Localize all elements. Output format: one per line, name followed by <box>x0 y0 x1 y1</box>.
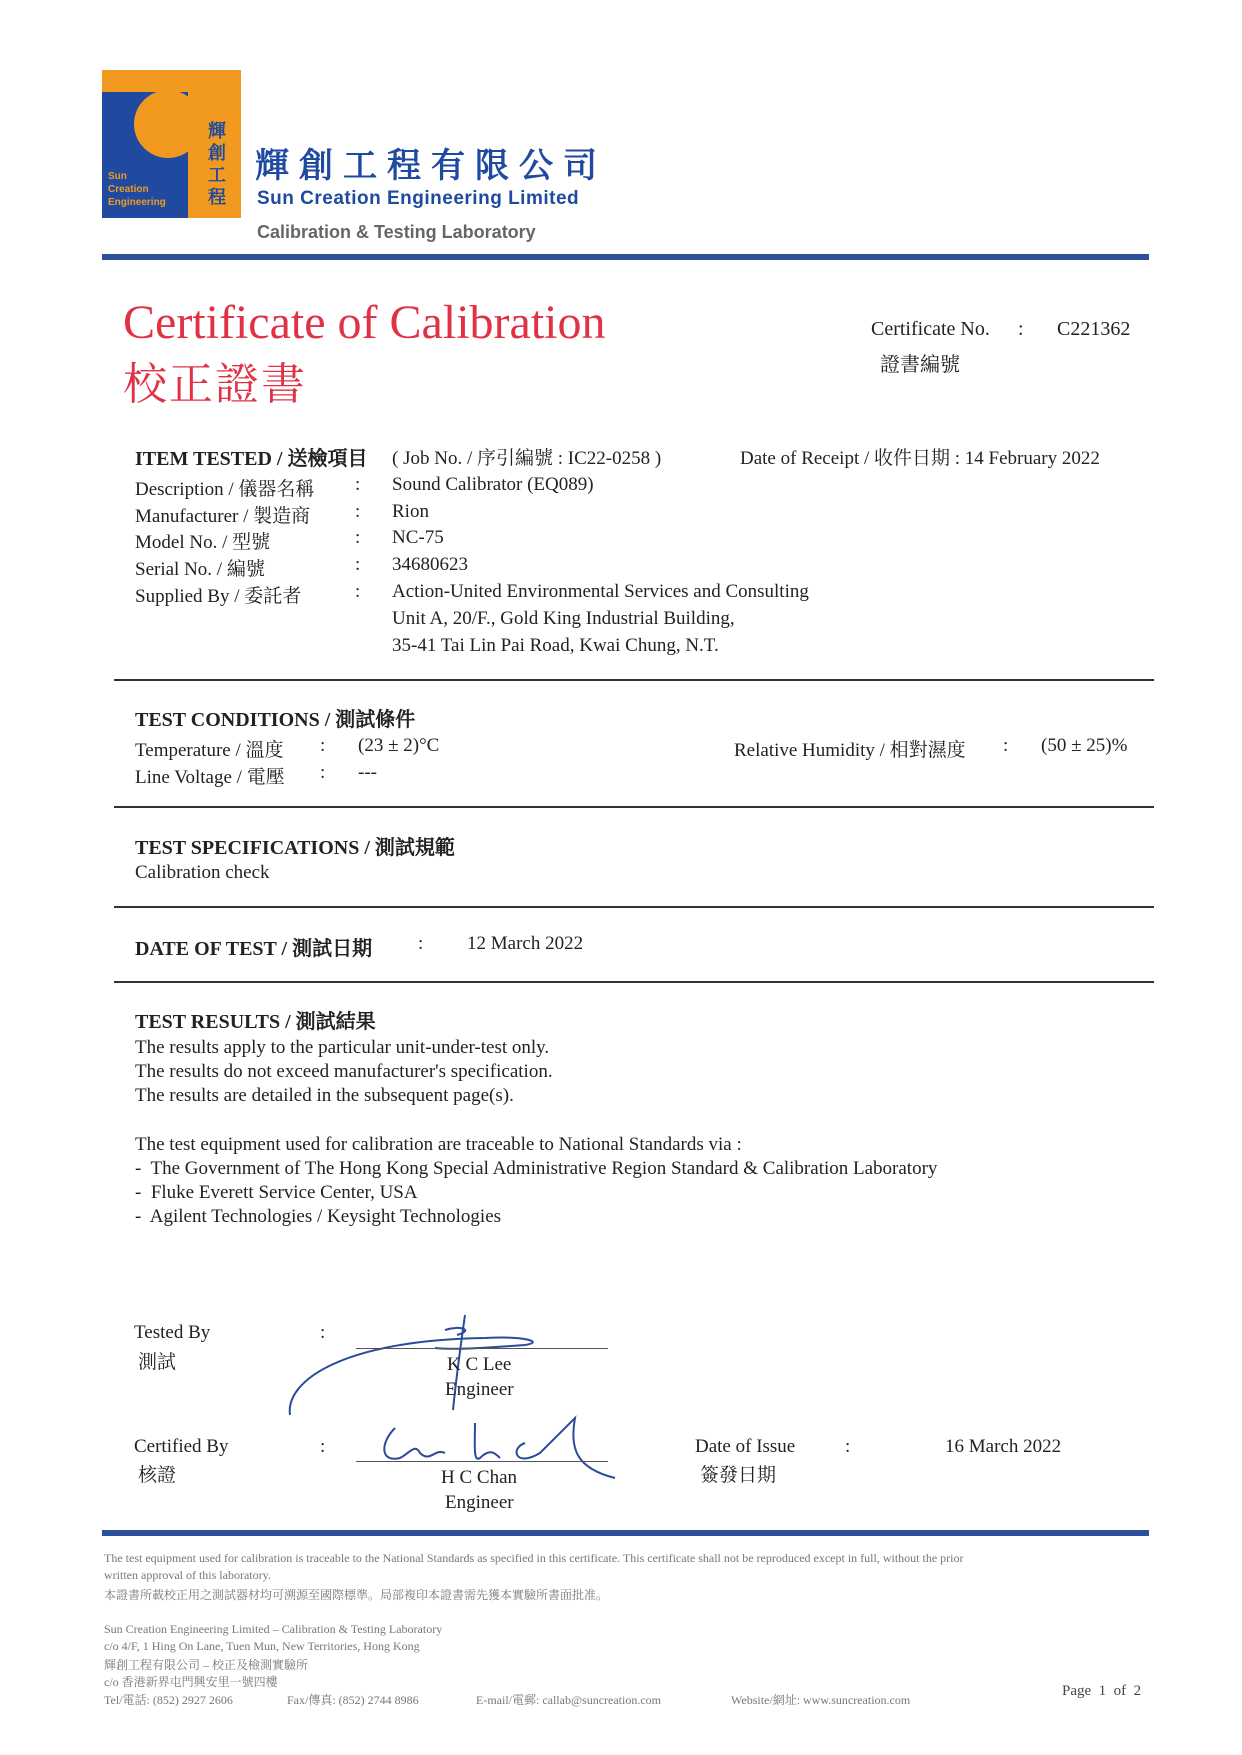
footer-rule <box>102 1530 1149 1536</box>
item-tested-heading: ITEM TESTED / 送檢項目 <box>135 448 368 470</box>
certified-by-title: Engineer <box>445 1492 514 1513</box>
temperature-colon: : <box>320 735 326 756</box>
field-value: Action-United Environmental Services and Consulting <box>392 581 809 602</box>
result-line: The results are detailed in the subsequent page(s). <box>135 1085 514 1106</box>
page-number: Page 1 of 2 <box>1062 1683 1142 1699</box>
voltage-value: --- <box>358 762 377 783</box>
footer-address: Sun Creation Engineering Limited – Calibration & Testing Laboratory <box>104 1622 443 1636</box>
logo-vertical-text: 輝創工程 <box>208 121 226 207</box>
tested-by-label-zh: 測試 <box>138 1352 177 1373</box>
field-colon: : <box>355 581 361 602</box>
temperature-label: Temperature / 溫度 <box>135 740 284 761</box>
date-of-issue-value: 16 March 2022 <box>945 1436 1062 1457</box>
humidity-label: Relative Humidity / 相對濕度 <box>734 740 966 761</box>
header-rule <box>102 254 1149 260</box>
temperature-value: (23 ± 2)°C <box>358 735 440 756</box>
signature-line <box>356 1461 608 1462</box>
field-label: Serial No. / 編號 <box>135 559 265 580</box>
section-divider <box>114 981 1154 983</box>
field-value: Sound Calibrator (EQ089) <box>392 474 594 495</box>
date-of-issue-label: Date of Issue <box>695 1436 796 1457</box>
voltage-colon: : <box>320 762 326 783</box>
field-colon: : <box>355 501 361 522</box>
field-label: Description / 儀器名稱 <box>135 479 315 500</box>
field-label: Manufacturer / 製造商 <box>135 506 311 527</box>
section-divider <box>114 679 1154 681</box>
footer-disclaimer-zh: 本證書所載校正用之測試器材均可溯源至國際標準。局部複印本證書需先獲本實驗所書面批准。 <box>104 1588 609 1602</box>
humidity-colon: : <box>1003 735 1009 756</box>
humidity-value: (50 ± 25)% <box>1041 735 1128 756</box>
date-of-issue-colon: : <box>845 1436 851 1457</box>
signature-line <box>356 1348 608 1349</box>
field-colon: : <box>355 474 361 495</box>
certified-by-colon: : <box>320 1436 326 1457</box>
traceability-intro: The test equipment used for calibration are traceable to National Standards via : <box>135 1134 742 1155</box>
test-specifications-heading: TEST SPECIFICATIONS / 測試規範 <box>135 837 455 859</box>
footer-fax: Fax/傳真: (852) 2744 8986 <box>287 1693 419 1707</box>
voltage-label: Line Voltage / 電壓 <box>135 767 285 788</box>
tested-by-colon: : <box>320 1322 326 1343</box>
company-name-en: Sun Creation Engineering Limited <box>257 188 580 209</box>
traceability-item: - Agilent Technologies / Keysight Technologies <box>135 1206 502 1227</box>
footer-disclaimer: The test equipment used for calibration is traceable to the National Standards as specified in this certificate. This certificate shall not be reproduced except in full, without the prior <box>104 1551 964 1565</box>
certified-by-label: Certified By <box>134 1436 229 1457</box>
address-line: 35-41 Tai Lin Pai Road, Kwai Chung, N.T. <box>392 635 719 656</box>
result-line: The results do not exceed manufacturer's specification. <box>135 1061 553 1082</box>
footer-website: Website/網址: www.suncreation.com <box>731 1693 911 1707</box>
traceability-item: - The Government of The Hong Kong Special Administrative Region Standard & Calibration Laboratory <box>135 1158 938 1179</box>
footer-address: c/o 香港新界屯門興安里一號四樓 <box>104 1675 278 1689</box>
tested-by-signature <box>285 1310 565 1420</box>
certificate-colon: : <box>1018 318 1024 340</box>
footer-disclaimer: written approval of this laboratory. <box>104 1568 271 1582</box>
date-of-test-value: 12 March 2022 <box>467 933 584 954</box>
company-lab: Calibration & Testing Laboratory <box>257 222 536 242</box>
date-of-issue-label-zh: 簽發日期 <box>700 1465 777 1486</box>
tested-by-name: K C Lee <box>447 1354 512 1375</box>
field-colon: : <box>355 527 361 548</box>
field-value: 34680623 <box>392 554 468 575</box>
date-of-test-heading: DATE OF TEST / 測試日期 <box>135 938 373 960</box>
section-divider <box>114 906 1154 908</box>
address-line: Unit A, 20/F., Gold King Industrial Building, <box>392 608 735 629</box>
certificate-title-zh: 校正證書 <box>123 360 307 409</box>
certificate-no-label-zh: 證書編號 <box>880 354 960 376</box>
field-label: Supplied By / 委託者 <box>135 586 302 607</box>
field-colon: : <box>355 554 361 575</box>
certificate-title-en: Certificate of Calibration <box>123 296 606 349</box>
certified-by-name: H C Chan <box>441 1467 517 1488</box>
certificate-no-label: Certificate No. <box>871 318 990 340</box>
tested-by-title: Engineer <box>445 1379 514 1400</box>
field-label: Model No. / 型號 <box>135 532 271 553</box>
field-value: Rion <box>392 501 429 522</box>
date-of-test-colon: : <box>418 933 424 954</box>
test-results-heading: TEST RESULTS / 測試結果 <box>135 1011 376 1033</box>
job-number: ( Job No. / 序引編號 : IC22-0258 ) <box>392 448 662 469</box>
footer-email: E-mail/電郵: callab@suncreation.com <box>476 1693 661 1707</box>
result-line: The results apply to the particular unit-under-test only. <box>135 1037 550 1058</box>
date-of-receipt: Date of Receipt / 收件日期 : 14 February 2022 <box>740 448 1100 469</box>
logo-english-text: Sun Creation Engineering <box>108 171 166 208</box>
footer-address: 輝創工程有限公司 – 校正及檢測實驗所 <box>104 1658 309 1672</box>
company-logo <box>102 70 241 218</box>
section-divider <box>114 806 1154 808</box>
footer-tel: Tel/電話: (852) 2927 2606 <box>104 1693 233 1707</box>
traceability-item: - Fluke Everett Service Center, USA <box>135 1182 418 1203</box>
tested-by-label: Tested By <box>134 1322 211 1343</box>
certified-by-label-zh: 核證 <box>138 1465 177 1486</box>
test-conditions-heading: TEST CONDITIONS / 測試條件 <box>135 709 416 731</box>
footer-address: c/o 4/F, 1 Hing On Lane, Tuen Mun, New Territories, Hong Kong <box>104 1639 420 1653</box>
certificate-no-value: C221362 <box>1057 318 1131 340</box>
test-specifications-value: Calibration check <box>135 862 270 883</box>
field-value: NC-75 <box>392 527 444 548</box>
company-name-zh: 輝創工程有限公司 <box>255 147 607 185</box>
